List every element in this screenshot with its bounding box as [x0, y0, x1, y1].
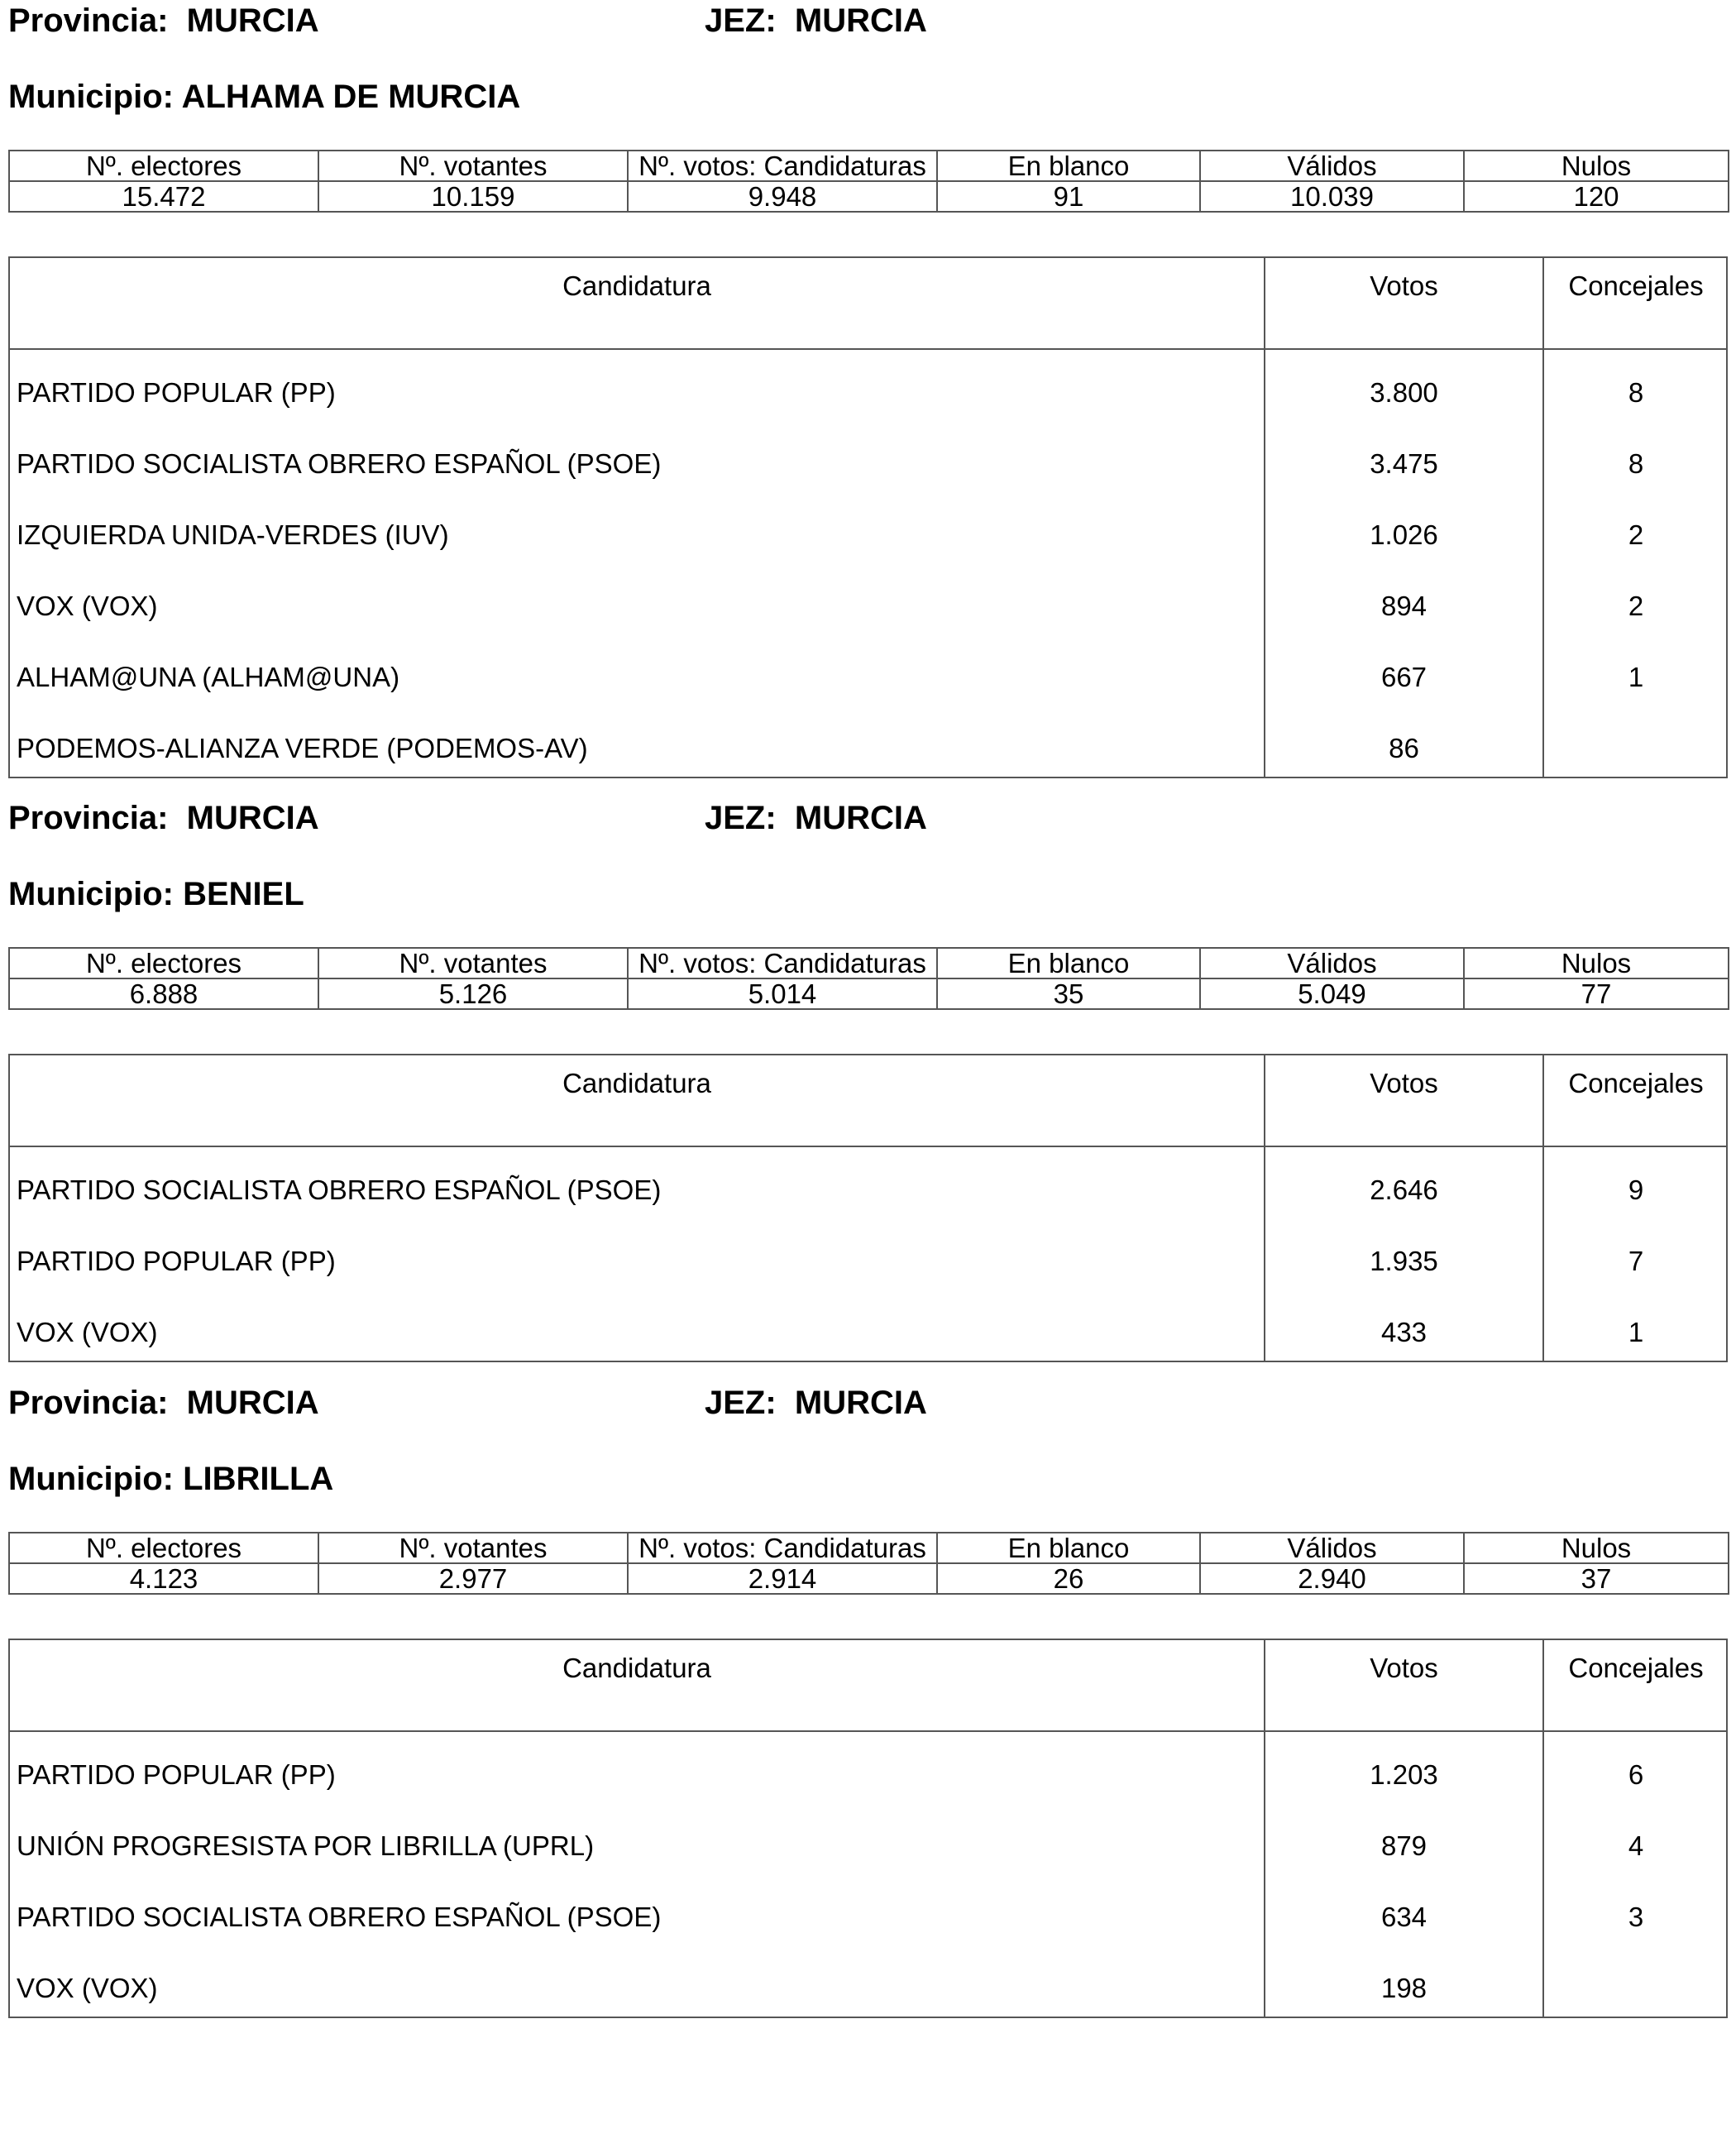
summary-value-row: [9, 1563, 1729, 1594]
municipio-label: Municipio:: [8, 79, 174, 115]
provincia-label: Provincia:: [8, 1385, 169, 1421]
municipio-value: LIBRILLA: [183, 1461, 334, 1497]
jez-value: MURCIA: [794, 1385, 927, 1421]
summary-value-cell: 5.049: [1200, 978, 1464, 1009]
provincia-value: MURCIA: [186, 2, 319, 39]
summary-value-cell: 10.039: [1200, 181, 1464, 212]
candidate-votos: 879: [1380, 1830, 1428, 1861]
candidates-table: [8, 1054, 1728, 1362]
candidatura-header: Candidatura: [562, 270, 711, 301]
municipio-label: Municipio:: [8, 876, 174, 912]
candidatura-header: Candidatura: [562, 1653, 711, 1683]
candidate-name: VOX (VOX): [17, 1317, 158, 1347]
summary-value-cell: 77: [1464, 978, 1729, 1009]
candidate-votos: 3.800: [1370, 377, 1438, 408]
candidate-concejales: 8: [1628, 448, 1644, 479]
summary-header-row: [9, 1533, 1729, 1563]
jez-field: [705, 1382, 927, 1423]
candidate-concejales: 1: [1628, 662, 1644, 692]
candidates-header: [10, 1640, 1726, 1732]
province-header: [8, 0, 1728, 41]
summary-header-cell: Nº. votantes: [318, 1533, 628, 1563]
jez-label: JEZ:: [705, 2, 777, 39]
summary-header-cell: Nº. votos: Candidaturas: [628, 151, 937, 181]
municipio-value: BENIEL: [183, 876, 304, 912]
candidate-votos: 2.646: [1370, 1175, 1438, 1205]
provincia-label: Provincia:: [8, 2, 169, 39]
candidate-name: PARTIDO POPULAR (PP): [17, 1246, 336, 1276]
candidates-table: [8, 1639, 1728, 2018]
candidate-row: [10, 1732, 1726, 1803]
municipio-block-beniel: [8, 797, 1728, 1347]
summary-header-cell: Nº. votantes: [318, 151, 628, 181]
provincia-value: MURCIA: [186, 1385, 319, 1421]
candidate-row: [10, 1289, 1726, 1361]
candidate-votos: 198: [1380, 1973, 1428, 2003]
summary-value-cell: 5.014: [628, 978, 937, 1009]
votos-header: Votos: [1370, 1653, 1438, 1683]
summary-value-cell: 9.948: [628, 181, 937, 212]
candidate-votos: 433: [1380, 1317, 1428, 1347]
candidate-row: [10, 421, 1726, 492]
candidatura-header: Candidatura: [562, 1068, 711, 1098]
candidate-name: VOX (VOX): [17, 591, 158, 621]
candidate-name: PARTIDO SOCIALISTA OBRERO ESPAÑOL (PSOE): [17, 1175, 662, 1205]
summary-value-cell: 2.914: [628, 1563, 937, 1594]
candidate-concejales: 2: [1628, 519, 1644, 550]
candidate-name: PARTIDO SOCIALISTA OBRERO ESPAÑOL (PSOE): [17, 448, 662, 479]
candidate-concejales: 8: [1628, 377, 1644, 408]
candidate-row: [10, 706, 1726, 777]
candidate-name: VOX (VOX): [17, 1973, 158, 2003]
candidate-concejales: 6: [1628, 1759, 1644, 1790]
candidate-row: [10, 1945, 1726, 2017]
concejales-header: Concejales: [1568, 270, 1704, 301]
jez-label: JEZ:: [705, 1385, 777, 1421]
municipio-value: ALHAMA DE MURCIA: [181, 79, 521, 115]
candidate-name: PARTIDO POPULAR (PP): [17, 1759, 336, 1790]
summary-table: [8, 1532, 1729, 1595]
candidate-row: [10, 492, 1726, 563]
summary-value-cell: 37: [1464, 1563, 1729, 1594]
summary-value-cell: 5.126: [318, 978, 628, 1009]
provincia-value: MURCIA: [186, 800, 319, 836]
candidates-table: [8, 256, 1728, 778]
provincia-field: [8, 797, 319, 839]
candidate-name: IZQUIERDA UNIDA-VERDES (IUV): [17, 519, 449, 550]
candidates-body: [10, 1147, 1726, 1361]
municipio-title: [8, 76, 520, 117]
candidate-concejales: 3: [1628, 1902, 1644, 1932]
municipio-title: [8, 1458, 333, 1500]
candidates-body: [10, 350, 1726, 777]
province-header: [8, 797, 1728, 839]
candidate-row: [10, 1218, 1726, 1289]
summary-table: [8, 150, 1729, 213]
jez-value: MURCIA: [794, 2, 927, 39]
candidate-votos: 3.475: [1370, 448, 1438, 479]
concejales-header: Concejales: [1568, 1653, 1704, 1683]
summary-header-cell: Válidos: [1200, 151, 1464, 181]
summary-header-row: [9, 151, 1729, 181]
municipio-title: [8, 873, 304, 915]
summary-header-cell: Válidos: [1200, 948, 1464, 978]
summary-value-cell: 26: [937, 1563, 1200, 1594]
candidate-row: [10, 1874, 1726, 1945]
candidate-concejales: 2: [1628, 591, 1644, 621]
candidate-votos: 894: [1380, 591, 1428, 621]
summary-header-cell: Nº. electores: [9, 151, 318, 181]
candidate-row: [10, 1803, 1726, 1874]
candidate-votos: 667: [1380, 662, 1428, 692]
candidate-votos: 634: [1380, 1902, 1428, 1932]
candidate-name: PARTIDO SOCIALISTA OBRERO ESPAÑOL (PSOE): [17, 1902, 662, 1932]
provincia-label: Provincia:: [8, 800, 169, 836]
candidate-name: PODEMOS-ALIANZA VERDE (PODEMOS-AV): [17, 733, 588, 763]
candidate-votos: 86: [1389, 733, 1419, 763]
summary-header-cell: Nº. votantes: [318, 948, 628, 978]
candidate-votos: 1.203: [1370, 1759, 1438, 1790]
summary-value-cell: 120: [1464, 181, 1729, 212]
candidate-votos: 1.026: [1370, 519, 1438, 550]
summary-header-cell: En blanco: [937, 151, 1200, 181]
jez-value: MURCIA: [794, 800, 927, 836]
municipio-block-alhama: [8, 0, 1728, 763]
candidates-header: [10, 258, 1726, 350]
summary-value-cell: 4.123: [9, 1563, 318, 1594]
jez-field: [705, 0, 927, 41]
summary-table: [8, 947, 1729, 1010]
summary-value-cell: 2.977: [318, 1563, 628, 1594]
provincia-field: [8, 0, 319, 41]
summary-value-row: [9, 181, 1729, 212]
concejales-header: Concejales: [1568, 1068, 1704, 1098]
summary-value-cell: 10.159: [318, 181, 628, 212]
votos-header: Votos: [1370, 270, 1438, 301]
summary-value-cell: 91: [937, 181, 1200, 212]
candidate-concejales: 1: [1628, 1317, 1644, 1347]
summary-header-cell: En blanco: [937, 1533, 1200, 1563]
municipio-label: Municipio:: [8, 1461, 174, 1497]
summary-header-cell: Nulos: [1464, 151, 1729, 181]
summary-value-row: [9, 978, 1729, 1009]
candidate-concejales: 7: [1628, 1246, 1644, 1276]
summary-header-cell: Nulos: [1464, 948, 1729, 978]
provincia-field: [8, 1382, 319, 1423]
jez-label: JEZ:: [705, 800, 777, 836]
summary-header-cell: Nº. votos: Candidaturas: [628, 948, 937, 978]
candidates-header: [10, 1055, 1726, 1147]
summary-value-cell: 2.940: [1200, 1563, 1464, 1594]
candidates-body: [10, 1732, 1726, 2017]
summary-header-cell: Nº. votos: Candidaturas: [628, 1533, 937, 1563]
candidate-name: PARTIDO POPULAR (PP): [17, 377, 336, 408]
candidate-concejales: 9: [1628, 1175, 1644, 1205]
candidate-concejales: 4: [1628, 1830, 1644, 1861]
summary-header-cell: Nº. electores: [9, 1533, 318, 1563]
summary-header-cell: En blanco: [937, 948, 1200, 978]
summary-value-cell: 6.888: [9, 978, 318, 1009]
candidate-votos: 1.935: [1370, 1246, 1438, 1276]
summary-value-cell: 35: [937, 978, 1200, 1009]
summary-value-cell: 15.472: [9, 181, 318, 212]
candidate-name: UNIÓN PROGRESISTA POR LIBRILLA (UPRL): [17, 1830, 595, 1861]
summary-header-cell: Nº. electores: [9, 948, 318, 978]
municipio-block-librilla: [8, 1382, 1728, 2003]
candidate-row: [10, 1147, 1726, 1218]
summary-header-cell: Válidos: [1200, 1533, 1464, 1563]
jez-field: [705, 797, 927, 839]
votos-header: Votos: [1370, 1068, 1438, 1098]
province-header: [8, 1382, 1728, 1423]
candidate-row: [10, 563, 1726, 634]
candidate-row: [10, 350, 1726, 421]
summary-header-row: [9, 948, 1729, 978]
summary-header-cell: Nulos: [1464, 1533, 1729, 1563]
candidate-row: [10, 634, 1726, 706]
candidate-name: ALHAM@UNA (ALHAM@UNA): [17, 662, 400, 692]
